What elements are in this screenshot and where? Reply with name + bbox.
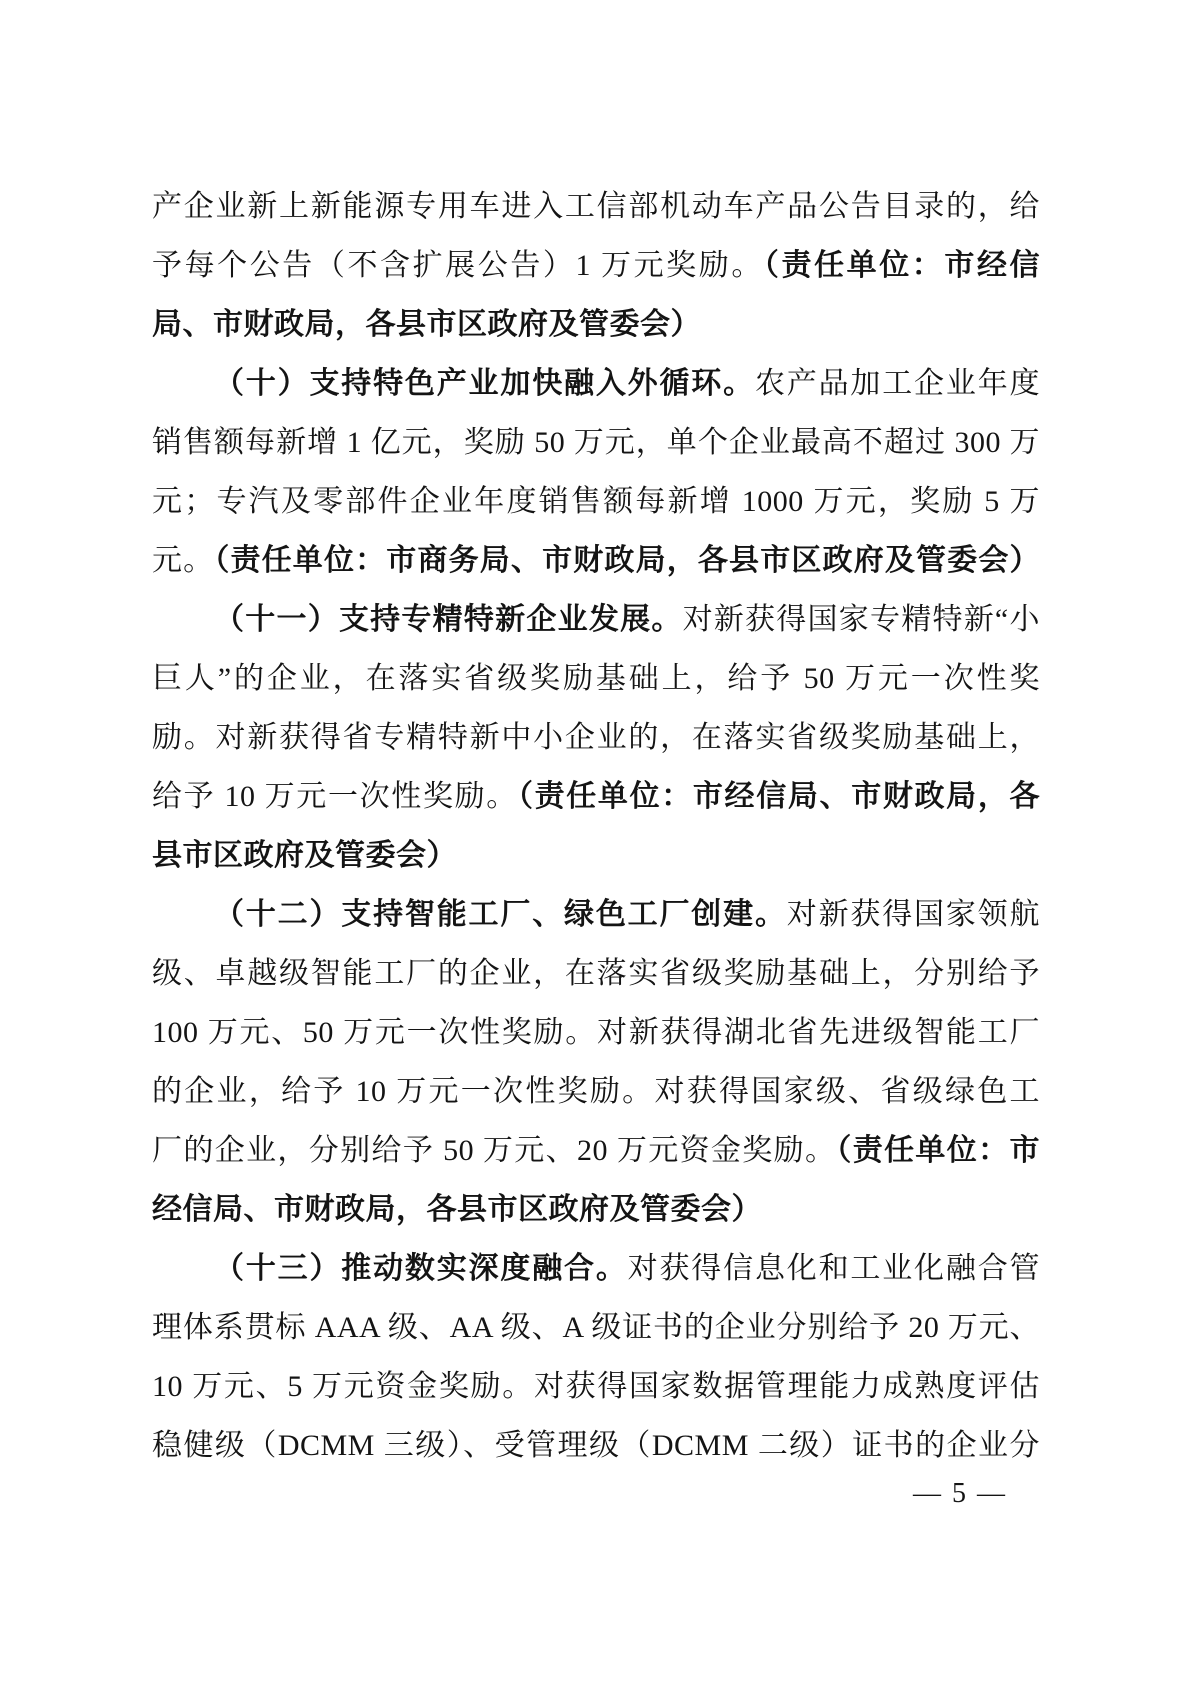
text-line: [152, 295, 1040, 354]
text-segment: 销售额每新增 1 亿元，奖励 50 万元，单个企业最高不超过 300 万: [152, 426, 1040, 459]
text-line: [152, 649, 1040, 708]
text-segment: （责任单位：市经信: [763, 249, 1040, 282]
text-line: [152, 177, 1040, 236]
text-segment: （十三）推动数实深度融合。: [214, 1252, 628, 1285]
text-line: [152, 767, 1040, 826]
text-line: [152, 1062, 1040, 1121]
text-segment: （十二）支持智能工厂、绿色工厂创建。: [214, 898, 787, 931]
text-line: [152, 826, 1040, 885]
text-segment: 厂的企业，分别给予 50 万元、20 万元资金奖励。: [152, 1134, 837, 1167]
text-segment: 元；专汽及零部件企业年度销售额每新增 1000 万元，奖励 5 万: [152, 485, 1040, 518]
text-line: [152, 944, 1040, 1003]
text-line: [152, 1239, 1040, 1298]
text-segment: （责任单位：市经信局、市财政局，各: [517, 780, 1040, 813]
text-segment: 予每个公告（不含扩展公告）1 万元奖励。: [152, 249, 764, 282]
text-segment: 元。: [152, 544, 215, 577]
text-line: [152, 590, 1040, 649]
text-segment: 县市区政府及管委会）: [152, 839, 457, 872]
text-line: [152, 236, 1040, 295]
text-segment: （十）支持特色产业加快融入外循环。: [214, 367, 755, 400]
text-segment: 级、卓越级智能工厂的企业，在落实省级奖励基础上，分别给予: [152, 957, 1040, 990]
text-line: [152, 708, 1040, 767]
text-segment: 10 万元、5 万元资金奖励。对获得国家数据管理能力成熟度评估: [152, 1370, 1040, 1403]
text-line: [152, 885, 1040, 944]
text-segment: 100 万元、50 万元一次性奖励。对新获得湖北省先进级智能工厂: [152, 1016, 1040, 1049]
text-segment: （责任单位：市商务局、市财政局，各县市区政府及管委会）: [214, 544, 1040, 577]
text-line: [152, 531, 1040, 590]
text-line: [152, 1416, 1040, 1475]
text-segment: 对新获得国家专精特新“小: [682, 603, 1040, 636]
text-segment: 产企业新上新能源专用车进入工信部机动车产品公告目录的，给: [152, 190, 1040, 223]
text-line: [152, 1180, 1040, 1239]
text-line: [152, 1003, 1040, 1062]
text-line: [152, 1121, 1040, 1180]
text-line: [152, 1357, 1040, 1416]
text-segment: 理体系贯标 AAA 级、AA 级、A 级证书的企业分别给予 20 万元、: [152, 1311, 1040, 1344]
text-segment: 农产品加工企业年度: [754, 367, 1040, 400]
text-line: [152, 1298, 1040, 1357]
text-segment: 给予 10 万元一次性奖励。: [152, 780, 518, 813]
text-segment: 稳健级（DCMM 三级）、受管理级（DCMM 二级）证书的企业分: [152, 1429, 1040, 1462]
document-body: [152, 177, 1040, 1475]
text-segment: 对新获得国家领航: [786, 898, 1040, 931]
text-segment: （责任单位：市: [836, 1134, 1040, 1167]
text-line: [152, 354, 1040, 413]
page-number: — 5 —: [913, 1478, 1007, 1509]
text-line: [152, 413, 1040, 472]
text-segment: 巨人”的企业，在落实省级奖励基础上，给予 50 万元一次性奖: [152, 662, 1040, 695]
text-segment: 对获得信息化和工业化融合管: [627, 1252, 1040, 1285]
text-segment: 经信局、市财政局，各县市区政府及管委会）: [152, 1193, 762, 1226]
text-segment: 局、市财政局，各县市区政府及管委会）: [152, 308, 701, 341]
text-line: [152, 472, 1040, 531]
text-segment: 的企业，给予 10 万元一次性奖励。对获得国家级、省级绿色工: [152, 1075, 1040, 1108]
text-segment: （十一）支持专精特新企业发展。: [214, 603, 683, 636]
text-segment: 励。对新获得省专精特新中小企业的，在落实省级奖励基础上，: [152, 721, 1040, 754]
